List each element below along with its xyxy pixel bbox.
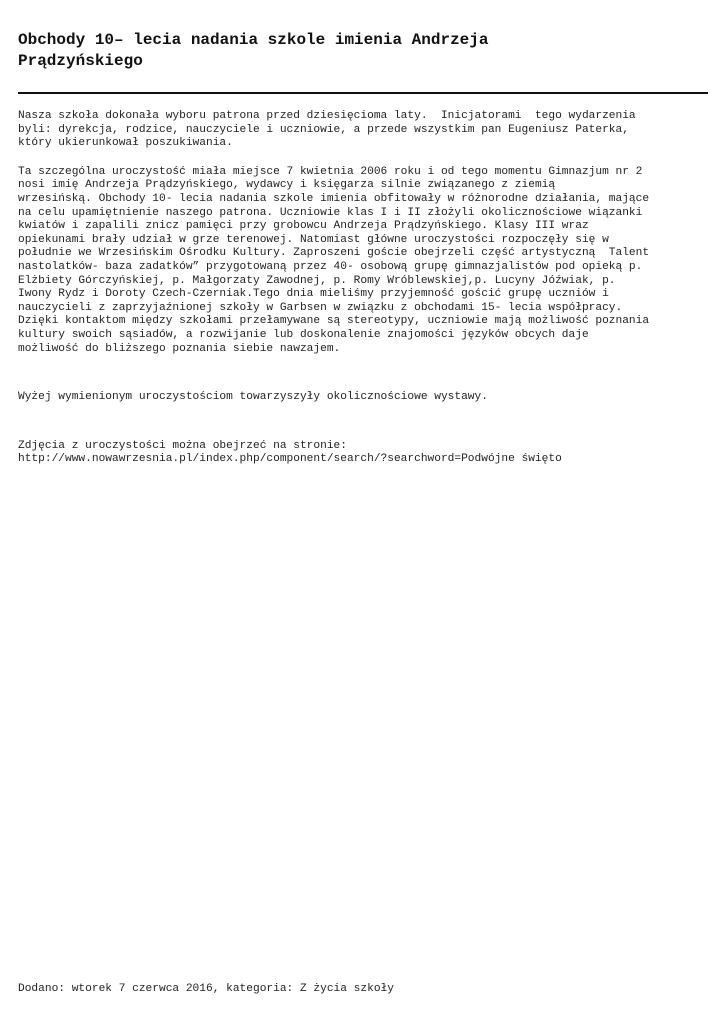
intro-paragraph: Nasza szkoła dokonała wyboru patrona przed dziesięcioma laty. Inicjatorami tego wydarzenia byli: dyrekcja, rodzice, nauczyciele i uczniowie, a przede wszystkim pan Eugeniusz Paterka, który ukierunkował poszukiwania. bbox=[18, 110, 636, 150]
title-divider bbox=[18, 92, 708, 94]
main-paragraph: Ta szczególna uroczystość miała miejsce 7 kwietnia 2006 roku i od tego momentu Gimnazjum nr 2 nosi imię Andrzeja Prądzyńskiego, wydawcy i księgarza silnie związanego z ziemią wrzesińską. Obchody 10- lecia nadania szkole imienia obfitowały w różnorodne działania, mające na celu upamiętnienie naszego patrona. Uczniowie klas I i II złożyli okolicznościowe wiązanki kwiatów i zapalili znicz pamięci przy grobowcu Andrzeja Prądzyńskiego. Klasy III wraz opiekunami brały udział w grze terenowej. Natomiast główne uroczystości rozpoczęły się w południe we Wrzesińskim Ośrodku Kultury. Zaproszeni goście obejrzeli część artystyczną Talent nastolatków- baza zadatków” przygotowaną przez 40- osobową grupę gimnazjalistów pod opieką p. Elżbiety Górczyńskiej, p. Małgorzaty Zawodnej, p. Romy Wróblewskiej,p. Lucyny Jóźwiak, p. Iwony Rydz i Doroty Czech-Czerniak.Tego dnia mieliśmy przyjemność gościć grupę uczniów i nauczycieli z zaprzyjaźnionej szkoły w Garbsen w związku z obchodami 15- lecia współpracy. Dzięki kontaktom między szkołami przełamywane są stereotypy, uczniowie mają możliwość poznania kultury swoich sąsiadów, a rozwijanie lub doskonalenie znajomości języków obcych daje możliwość do bliższego poznania siebie nawzajem. bbox=[18, 165, 650, 355]
photos-link-paragraph: Zdjęcia z uroczystości można obejrzeć na stronie: http://www.nowawrzesnia.pl/index.php/component/search/?searchword=Podwójne święto bbox=[18, 439, 562, 466]
article bbox=[18, 30, 708, 467]
page-title: Obchody 10– lecia nadania szkole imienia Andrzeja Prądzyńskiego bbox=[18, 31, 489, 70]
footer-meta: Dodano: wtorek 7 czerwca 2016, kategoria: Z życia szkoły bbox=[18, 983, 394, 995]
exhibitions-paragraph: Wyżej wymienionym uroczystościom towarzyszyły okolicznościowe wystawy. bbox=[18, 391, 488, 404]
